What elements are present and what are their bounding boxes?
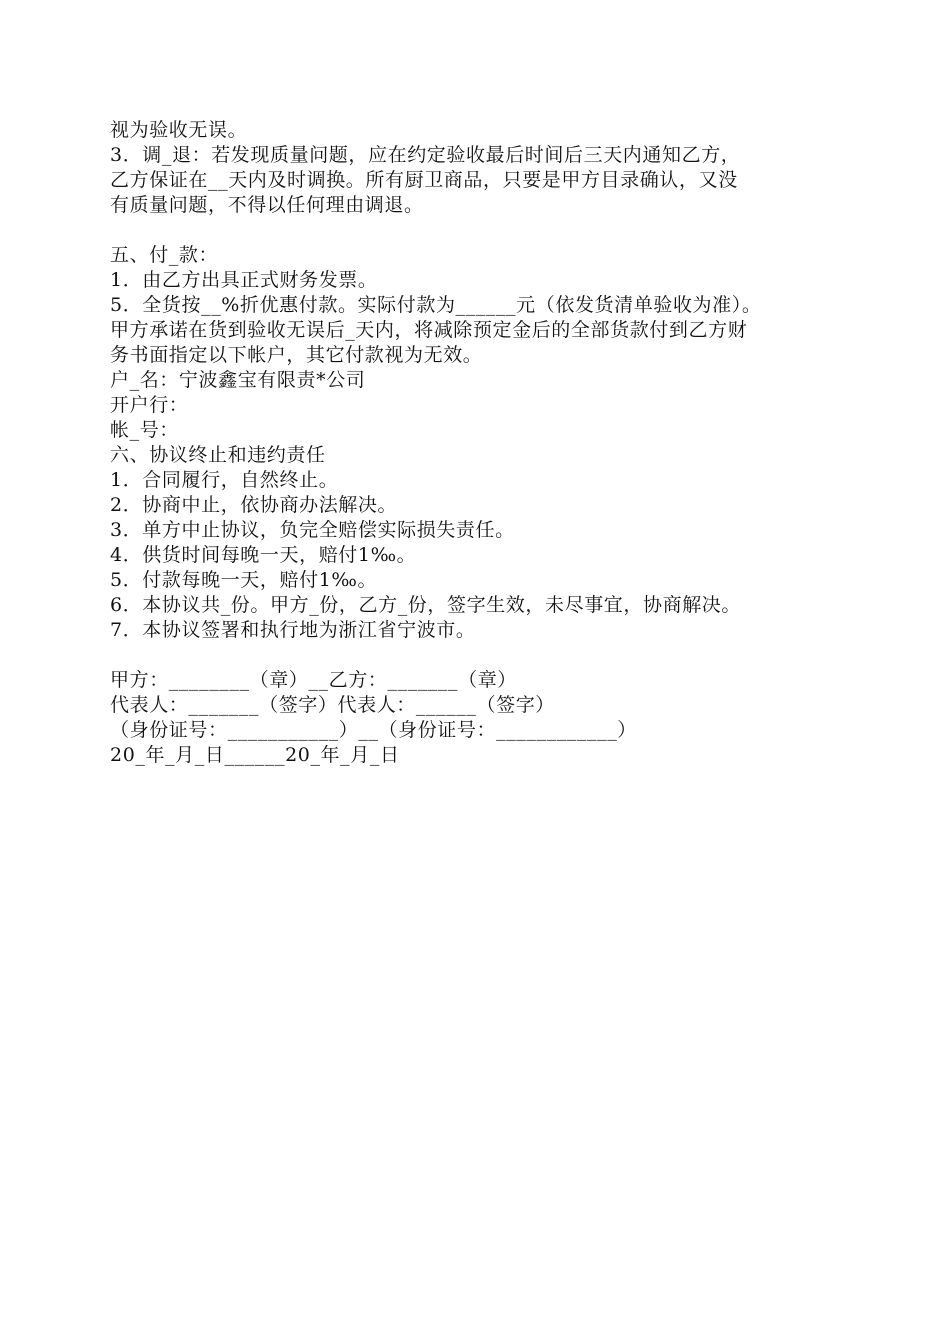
account-bank: 开户行： — [110, 394, 189, 416]
paragraph-line: 甲方承诺在货到验收无误后_天内，将减除预定金后的全部货款付到乙方财 — [110, 319, 748, 341]
list-item: 5．付款每晚一天，赔付1‰。 — [110, 569, 378, 591]
signature-id-numbers: （身份证号：___________）__（身份证号：____________） — [110, 719, 637, 741]
list-item: 3．单方中止协议，负完全赔偿实际损失责任。 — [110, 519, 515, 541]
list-item: 1．合同履行，自然终止。 — [110, 469, 339, 491]
list-item: 6．本协议共_份。甲方_份，乙方_份，签字生效，未尽事宜，协商解决。 — [110, 594, 741, 616]
account-number: 帐_号： — [110, 419, 179, 441]
document-body — [110, 118, 870, 768]
section-heading-termination: 六、协议终止和违约责任 — [110, 444, 326, 466]
paragraph-line: 1．由乙方出具正式财务发票。 — [110, 269, 378, 291]
paragraph-line: 视为验收无误。 — [110, 119, 248, 141]
account-name: 户_名：宁波鑫宝有限责*公司 — [110, 369, 366, 391]
signature-dates: 20_年_月_日______20_年_月_日 — [110, 744, 400, 766]
paragraph-line: 5．全货按__%折优惠付款。实际付款为______元（依发货清单验收为准）。 — [110, 294, 762, 316]
list-item: 7．本协议签署和执行地为浙江省宁波市。 — [110, 619, 476, 641]
paragraph-spacer — [110, 218, 870, 243]
paragraph-line: 3．调_退：若发现质量问题，应在约定验收最后时间后三天内通知乙方， — [110, 144, 741, 166]
section-heading-payment: 五、付_款： — [110, 244, 219, 266]
paragraph-line: 务书面指定以下帐户，其它付款视为无效。 — [110, 344, 483, 366]
list-item: 2．协商中止，依协商办法解决。 — [110, 494, 398, 516]
paragraph-line: 有质量问题，不得以任何理由调退。 — [110, 194, 424, 216]
paragraph-line: 乙方保证在__天内及时调换。所有厨卫商品，只要是甲方目录确认，又没 — [110, 169, 738, 191]
signature-representatives: 代表人：_______（签字）代表人：______（签字） — [110, 694, 555, 716]
paragraph-spacer — [110, 643, 870, 668]
list-item: 4．供货时间每晚一天，赔付1‰。 — [110, 544, 417, 566]
signature-parties: 甲方：________（章）__乙方：_______（章） — [110, 669, 517, 691]
